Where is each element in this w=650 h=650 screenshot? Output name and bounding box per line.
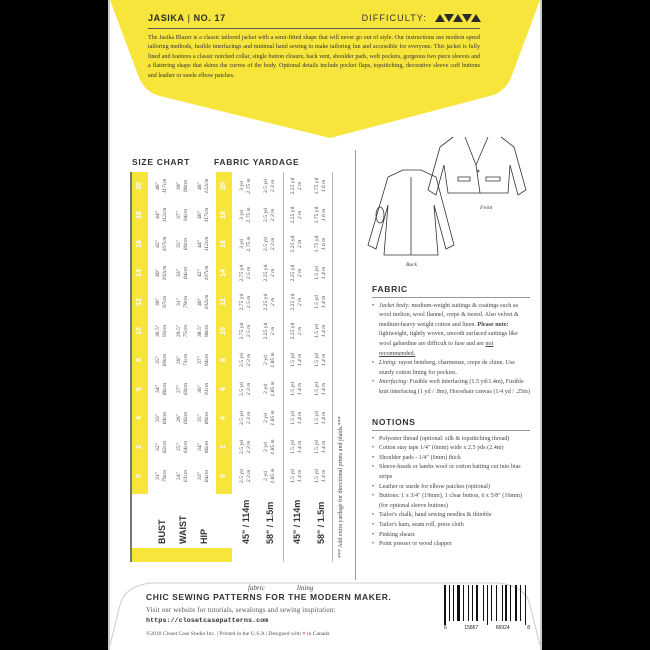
barcode-bar: [510, 585, 511, 621]
yardage-cell: 1.5 yd 1.4 m: [314, 266, 327, 280]
size-label: 18: [136, 211, 143, 219]
yardage-cell: 2 yd 1.85 m: [263, 410, 276, 426]
size-label: 20: [136, 182, 143, 190]
measurement-cell: 36" 91cm: [197, 382, 210, 396]
yardage-cell: 1.75 yd 1.6 m: [314, 177, 327, 195]
table-bottom-rule: [332, 172, 333, 562]
measurement-cell: 40" 102cm: [155, 265, 168, 281]
yardage-label: 45" / 114m: [241, 499, 251, 544]
yardage-cell: 1.5 yd 1.4 m: [290, 382, 303, 396]
pattern-back-cover: [108, 0, 542, 650]
barcode-bar: [455, 585, 456, 621]
notion-item: • Pinking shears: [372, 531, 530, 541]
yardage-cell: 2.5 yd 2.3 m: [239, 440, 252, 454]
barcode-bar: [468, 585, 470, 621]
notion-item: • Tailor's chalk, hand sewing needles & thimble: [372, 511, 530, 521]
barcode-bar: [457, 585, 460, 621]
size-label: 14: [220, 269, 227, 277]
size-label: 14: [136, 269, 143, 277]
yardage-cell: 2.25 yd 2 m: [263, 293, 276, 311]
size-label: 0: [220, 474, 227, 478]
yardage-cell: 3 yd 2.75 m: [239, 236, 252, 252]
barcode-bar: [496, 585, 497, 621]
notion-item: • Buttons: 1 x 3/4" (19mm), 1 clear button, 6 x 5/8" (16mm) (for optional sleeve buttons): [372, 492, 530, 511]
barcode-bar: [485, 585, 486, 621]
size-label: 4: [220, 416, 227, 420]
yardage-cell: 1.5 yd 1.4 m: [314, 382, 327, 396]
front-label: Front: [480, 205, 493, 211]
barcode-bar: [512, 585, 514, 621]
measurement-cell: 28" 71cm: [176, 353, 189, 367]
fabric-item-jacket-body: • Jacket body: medium-weight suitings & coatings such as wool melton, wool flannel, crepe & tweed. Also velvet & medium-heavy weight cotton and linen. Please note: lightweight, tightly woven, smooth surfaced suitings like wool gabardine are difficult to fuse and are not recommended.: [372, 302, 530, 360]
barcode-bar: [508, 585, 509, 621]
barcode-bar: [505, 585, 507, 621]
barcode-bar: [515, 585, 517, 621]
yardage-cell: 2.75 yd 2.5 m: [239, 322, 252, 340]
measurement-label-bust: BUST: [157, 519, 167, 544]
yardage-cell: 1.5 yd 1.4 m: [290, 353, 303, 367]
pattern-number: NO. 17: [193, 13, 226, 23]
yardage-cell: 2.25 yd 2 m: [290, 206, 303, 224]
measurement-cell: 35" 89cm: [155, 353, 168, 367]
directional-prints-note: *** Add extra yardage for directional prints and plaids.***: [338, 416, 344, 558]
yardage-cell: 2.25 yd 2 m: [263, 322, 276, 340]
group-label-fabric: fabric: [248, 584, 265, 592]
blazer-illustration: [358, 135, 542, 275]
size-label: 16: [220, 240, 227, 248]
pattern-description: The Jasika Blazer is a classic tailored jacket with a semi-fitted shape that will never go out of style. Our instructions use modern speed tailoring methods, fusible interfacings and minimal hand sewing to make tailoring fun and accessible for everyone. This jacket is fully lined and features a classic notched collar, single button closure, back vent, shoulder pads, welt pockets, gorgeous two piece sleeves and a flattering shape that skims the curves of the body. Optional details include pocket flaps, topstitching, decorative sleeve cuff buttons and leather or suede elbow patches.: [148, 35, 480, 79]
header-row: [148, 11, 480, 29]
barcode-bars: [444, 585, 530, 625]
yardage-cell: 2.75 yd 2.5 m: [239, 264, 252, 282]
yardage-cell: 1.5 yd 1.4 m: [314, 353, 327, 367]
difficulty-label: DIFFICULTY:: [361, 13, 427, 23]
size-label: 18: [220, 211, 227, 219]
group-label-lining: lining: [297, 584, 314, 592]
barcode-bar: [489, 585, 490, 621]
barcode-digits: 6 15867 66924 8: [444, 625, 530, 631]
measurement-cell: 35" 89cm: [197, 411, 210, 425]
barcode-bar: [525, 585, 526, 625]
measurement-cell: 31" 79cm: [176, 295, 189, 309]
measurement-cell: 37" 94cm: [176, 208, 189, 222]
yardage-cell: 1.5 yd 1.4 m: [314, 440, 327, 454]
yardage-cell: 3 yd 2.75 m: [239, 207, 252, 223]
notion-item: • Cotton stay tape 1/4" (6mm) wide x 2.5 yds (2.4m): [372, 444, 530, 454]
notions-section: [372, 418, 530, 550]
barcode-bar: [498, 585, 501, 621]
yardage-cell: 2.5 yd 2.3 m: [263, 208, 276, 222]
fabric-section: [372, 285, 530, 398]
measurement-cell: 48" 122cm: [197, 178, 210, 194]
yardage-cell: 2.25 yd 2 m: [290, 322, 303, 340]
barcode-bar: [444, 585, 446, 625]
barcode-bar: [449, 585, 450, 621]
barcode-bar: [518, 585, 519, 621]
size-label: 0: [136, 474, 143, 478]
notion-item: • Shoulder pads - 1/4" (6mm) thick: [372, 454, 530, 464]
size-label: 2: [136, 445, 143, 449]
yardage-cell: 2.25 yd 2 m: [290, 177, 303, 195]
yardage-cell: 2.5 yd 2.3 m: [239, 382, 252, 396]
size-label: 2: [220, 445, 227, 449]
barcode-bar: [453, 585, 454, 621]
barcode-bar: [474, 585, 475, 621]
barcode: [444, 585, 530, 633]
size-label: 16: [136, 240, 143, 248]
yardage-cell: 2.5 yd 2.3 m: [263, 237, 276, 251]
barcode-bar: [472, 585, 473, 621]
measurement-cell: 44" 112cm: [155, 207, 168, 223]
measurement-cell: 46" 117cm: [155, 178, 168, 194]
barcode-bar: [527, 585, 529, 625]
blazer-front-drawing: [428, 137, 526, 195]
yardage-cell: 2.25 yd 2 m: [263, 264, 276, 282]
yardage-cell: 1.5 yd 1.4 m: [314, 324, 327, 338]
measurement-cell: 33" 84cm: [197, 469, 210, 483]
triangle-up-icon: [471, 14, 481, 22]
blazer-back-drawing: [368, 170, 454, 255]
measurement-cell: 39" 99cm: [176, 179, 189, 193]
measurement-cell: 38" 97cm: [155, 295, 168, 309]
fabric-lining-divider: [283, 172, 284, 562]
yardage-cell: 2.5 yd 2.3 m: [263, 179, 276, 193]
barcode-bar: [476, 585, 478, 621]
yardage-cell: 1.75 yd 1.6 m: [314, 206, 327, 224]
barcode-bar: [461, 585, 462, 621]
title-separator: |: [187, 13, 191, 23]
notion-item: • Leather or suede for elbow patches (optional): [372, 483, 530, 493]
yardage-cell: 1.75 yd 1.6 m: [314, 235, 327, 253]
size-label: 12: [136, 298, 143, 306]
yardage-cell: 2.25 yd 2 m: [290, 264, 303, 282]
pattern-name: JASIKA: [148, 13, 185, 23]
yardage-cell: 2 yd 1.85 m: [263, 439, 276, 455]
fabric-item-interfacing: • Interfacing: Fusible weft interfacing (1.5 yd/1.4m), Fusible knit interfacing (1 yd / .8m), Horsehair canvas (1/4 yd / .25m): [372, 378, 530, 397]
measurement-label-waist: WAIST: [178, 515, 188, 544]
notions-heading: NOTIONS: [372, 418, 530, 431]
measurement-label-hip: HIP: [199, 528, 209, 544]
pattern-title: [148, 13, 226, 23]
size-chart-heading: SIZE CHART: [132, 157, 190, 167]
size-label: 4: [136, 416, 143, 420]
yardage-cell: 1.5 yd 1.4 m: [314, 295, 327, 309]
size-label: 10: [136, 327, 143, 335]
barcode-bar: [502, 585, 503, 621]
fabric-yardage-heading: FABRIC YARDAGE: [214, 157, 300, 167]
barcode-bar: [483, 585, 484, 621]
barcode-bar: [493, 585, 495, 621]
difficulty-icons: [435, 14, 480, 22]
yardage-cell: 2.25 yd 2 m: [290, 293, 303, 311]
yardage-cell: 2 yd 1.85 m: [263, 352, 276, 368]
measurement-cell: 46" 117cm: [197, 207, 210, 223]
size-label: 6: [220, 387, 227, 391]
measurement-cell: 25" 64cm: [176, 440, 189, 454]
copyright-line: ©2018 Closet Case Studio Inc. | Printed in the U.S.A | Designed with ♥ in Canada: [146, 631, 330, 637]
measurement-cell: 26" 66cm: [176, 411, 189, 425]
barcode-bar: [451, 585, 453, 621]
yardage-cell: 2.5 yd 2.3 m: [239, 411, 252, 425]
measurement-cell: 42" 107cm: [197, 265, 210, 281]
measurement-cell: 34" 86cm: [155, 382, 168, 396]
column-divider: [355, 150, 356, 580]
notion-item: • Sleeve-heads or lambs wool or cotton batting cut into bias strips: [372, 463, 530, 482]
yardage-cell: 2.5 yd 2.3 m: [239, 469, 252, 483]
measurement-cell: 42" 107cm: [155, 236, 168, 252]
measurement-cell: 40" 102cm: [197, 294, 210, 310]
yardage-cell: 1.5 yd 1.4 m: [290, 411, 303, 425]
measurement-cell: 33" 84cm: [176, 266, 189, 280]
size-and-yardage-table: [130, 172, 350, 592]
fabric-item-lining: • Lining: rayon bemberg, charmeuse, crepe de chine. Use sturdy cotton lining for pockets.: [372, 359, 530, 378]
size-label: 12: [220, 298, 227, 306]
barcode-bar: [447, 585, 448, 625]
measurement-cell: 35" 89cm: [176, 237, 189, 251]
difficulty-rating: [362, 13, 480, 23]
yardage-cell: 1.5 yd 1.4 m: [290, 469, 303, 483]
yardage-cell: 2 yd 1.85 m: [263, 381, 276, 397]
size-label: 8: [220, 358, 227, 362]
back-label: Back: [406, 262, 417, 268]
size-label: 6: [136, 387, 143, 391]
yardage-label: 58" / 1.5m: [265, 501, 275, 544]
yardage-cell: 2.5 yd 2.3 m: [239, 353, 252, 367]
yardage-cell: 1.5 yd 1.4 m: [314, 411, 327, 425]
yellow-side-strip-right: [216, 548, 232, 562]
size-label: 8: [136, 358, 143, 362]
measurement-cell: 37" 94cm: [197, 353, 210, 367]
measurement-cell: 36.5" 93cm: [155, 324, 168, 338]
measurement-cell: 27" 69cm: [176, 382, 189, 396]
website-link[interactable]: https://closetcasepatterns.com: [146, 617, 269, 625]
size-label: 10: [220, 327, 227, 335]
fabric-heading: FABRIC: [372, 285, 530, 298]
yardage-cell: 2 yd 1.85 m: [263, 468, 276, 484]
measurement-cell: 24" 61cm: [176, 469, 189, 483]
yardage-label: 58" / 1.5m: [316, 501, 326, 544]
notion-item: • Point presser or wood clapper: [372, 540, 530, 550]
tagline: CHIC SEWING PATTERNS FOR THE MODERN MAKER.: [146, 592, 392, 602]
measurement-cell: 31" 79cm: [155, 469, 168, 483]
barcode-bar: [470, 585, 471, 621]
visit-text: Visit our website for tutorials, sewalongs and sewing inspiration:: [146, 607, 336, 614]
notion-item: • Tailor's ham, seam roll, press cloth: [372, 521, 530, 531]
yardage-cell: 3 yd 2.75 m: [239, 178, 252, 194]
measurement-cell: 34" 86cm: [197, 440, 210, 454]
measurement-cell: 38.5" 98cm: [197, 324, 210, 338]
barcode-bar: [479, 585, 482, 621]
yardage-cell: 2.75 yd 2.5 m: [239, 293, 252, 311]
barcode-bar: [491, 585, 492, 621]
measurement-cell: 44" 112cm: [197, 236, 210, 252]
yardage-cell: 1.5 yd 1.4 m: [290, 440, 303, 454]
measurement-cell: 29.5" 75cm: [176, 324, 189, 338]
barcode-bar: [463, 585, 464, 621]
barcode-bar: [521, 585, 524, 621]
barcode-bar: [465, 585, 467, 621]
yardage-cell: 1.5 yd 1.4 m: [314, 469, 327, 483]
heart-icon: ♥: [302, 631, 306, 637]
notion-item: • Polyester thread (optional: silk & topstitching thread): [372, 435, 530, 445]
measurement-cell: 32" 82cm: [155, 440, 168, 454]
measurement-cell: 33" 84cm: [155, 411, 168, 425]
barcode-bar: [503, 585, 504, 621]
barcode-bar: [520, 585, 521, 621]
yardage-label: 45" / 114m: [292, 499, 302, 544]
yardage-cell: 2.25 yd 2 m: [290, 235, 303, 253]
barcode-bar: [487, 585, 489, 625]
size-label: 20: [220, 182, 227, 190]
